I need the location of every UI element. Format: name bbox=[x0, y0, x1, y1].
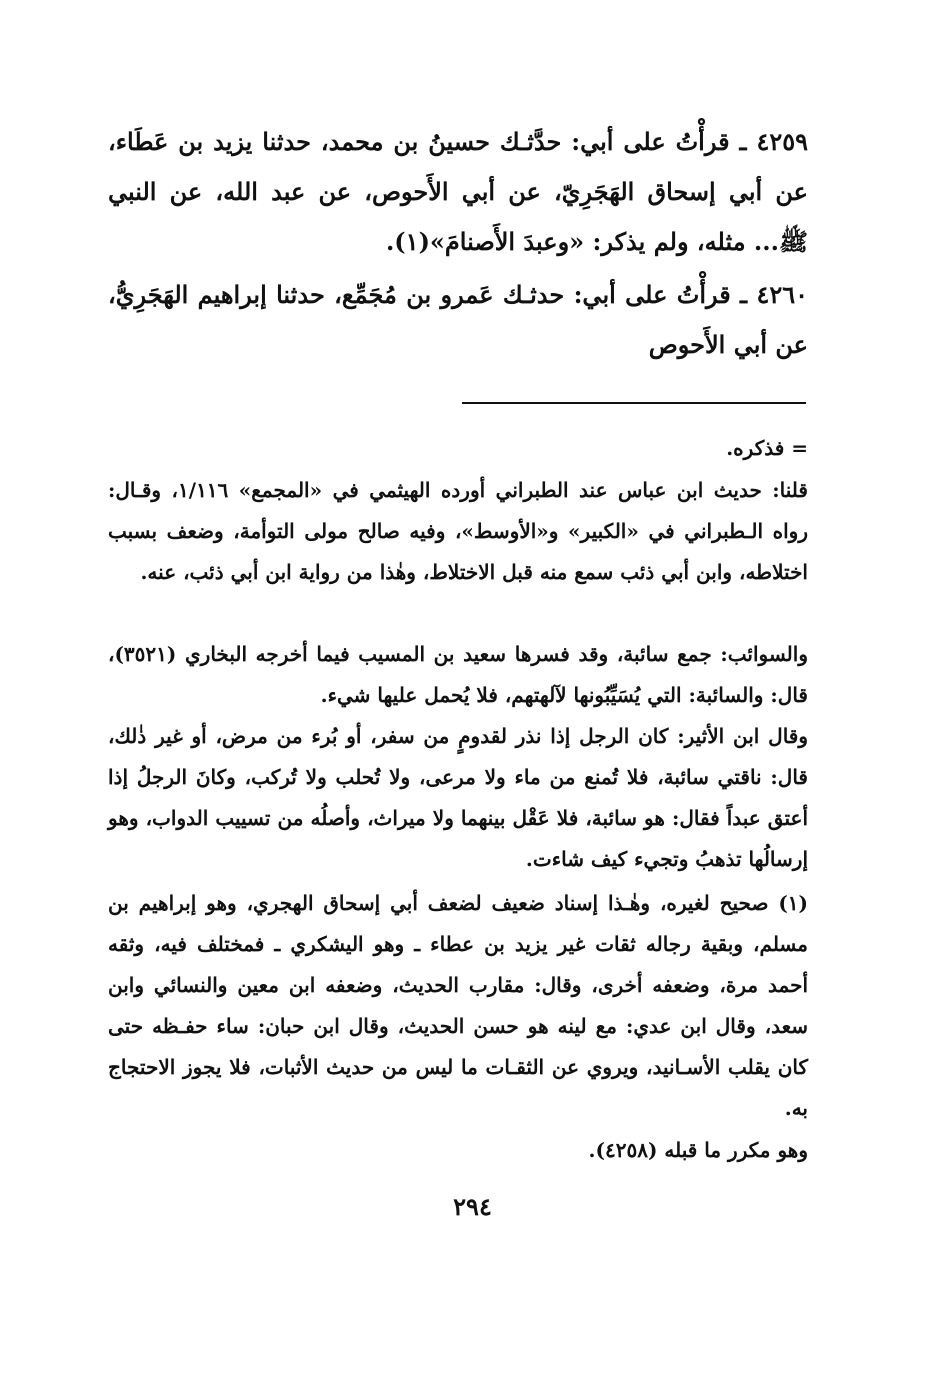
footnote-paragraph-sources bbox=[108, 470, 808, 593]
footnote-paragraph: قلنا: حديث ابن عباس عند الطبراني أورده الهيثمي في «المجمع» ١/١١٦، وقـال: رواه الـطبراني في «الكبير» و«الأوسط»، وفيه صالح مولى التوأمة، وضعف بسبب اختلاطه، وابن أبي ذئب سمع منه قبل الاختلاط، وهٰذا من رواية ابن أبي ذئب، عنه. bbox=[108, 478, 808, 584]
footnote-paragraph: = فذكره. bbox=[726, 436, 808, 460]
footnote-repeat-note bbox=[108, 1130, 808, 1171]
footnote-continuation bbox=[108, 428, 808, 469]
footnote-paragraph-sawaib bbox=[108, 634, 808, 716]
hadith-4259: ٤٢٥٩ ـ قرأْتُ على أبي: حدَّثـك حسينُ بن محمد، حدثنا يزيد بن عَطَاء، عن أبي إسحاق الهَجَرِيّ، عن أبي الأَحوص، عن عبد الله، عن النبي ﷺ... مثله، ولم يذكر: «وعبدَ الأَصنامَ»(١). bbox=[108, 127, 808, 256]
footnote-paragraph-ibn-athir bbox=[108, 716, 808, 880]
footnote-paragraph: والسوائب: جمع سائبة، وقد فسرها سعيد بن المسيب فيما أخرجه البخاري (٣٥٢١)، قال: والسائبة: التي يُسَيِّبُونها لآلهتهم، فلا يُحمل عليها شيء. bbox=[108, 642, 808, 707]
hadith-number: ٤٢٥٩ bbox=[756, 127, 808, 156]
page-number: ٢٩٤ bbox=[453, 1192, 492, 1221]
hadith-number: ٤٢٦٠ bbox=[756, 280, 808, 309]
hadith-4260: ٤٢٦٠ ـ قرأْتُ على أبي: حدثـك عَمرو بن مُجَمِّع، حدثنا إبراهيم الهَجَرِيُّ، عن أبي الأَحوص bbox=[108, 280, 808, 359]
hadith-text: قرأْتُ على أبي: حدثـك عَمرو بن مُجَمِّع، حدثنا إبراهيم الهَجَرِيُّ، عن أبي الأَحوص bbox=[108, 280, 808, 359]
footnote-1 bbox=[108, 883, 808, 1129]
footnote-paragraph: (١) صحيح لغيره، وهٰـذا إسناد ضعيف لضعف أبي إسحاق الهجري، وهو إبراهيم بن مسلم، وبقية رجاله ثقات غير يزيد بن عطاء ـ وهو اليشكري ـ فمختلف فيه، وثقه أحمد مرة، وضعفه أخرى، وقال: مقارب الحديث، وضعفه ابن معين والنسائي وابن سعد، وقال ابن عدي: مع لينه هو حسن الحديث، وقال ابن حبان: ساء حفـظه حتى كان يقلب الأسـانيد، ويروي عن الثقـات ما ليس من حديث الأثبات، فلا يجوز الاحتجاج به. bbox=[108, 891, 809, 1120]
footnote-divider bbox=[462, 402, 806, 404]
footnote-paragraph: وقال ابن الأثير: كان الرجل إذا نذر لقدومٍ من سفر، أو بُرء من مرض، أو غير ذٰلك، قال: ناقتي سائبة، فلا تُمنع من ماء ولا مرعى، ولا تُحلب ولا تُركب، وكانَ الرجلُ إذا أعتق عبداً فقال: هو سائبة، فلا عَقْل بينهما ولا ميراث، وأصلُه من تسييب الدواب، وهو إرسالُها تذهبُ وتجيء كيف شاءت. bbox=[108, 724, 808, 871]
footnote-paragraph: وهو مكرر ما قبله (٤٢٥٨). bbox=[588, 1138, 808, 1162]
hadith-text: قرأْتُ على أبي: حدَّثـك حسينُ بن محمد، حدثنا يزيد بن عَطَاء، عن أبي إسحاق الهَجَرِيّ، عن أبي الأَحوص، عن عبد الله، عن النبي ﷺ... مثله، ولم يذكر: «وعبدَ الأَصنامَ»(١). bbox=[108, 127, 808, 256]
